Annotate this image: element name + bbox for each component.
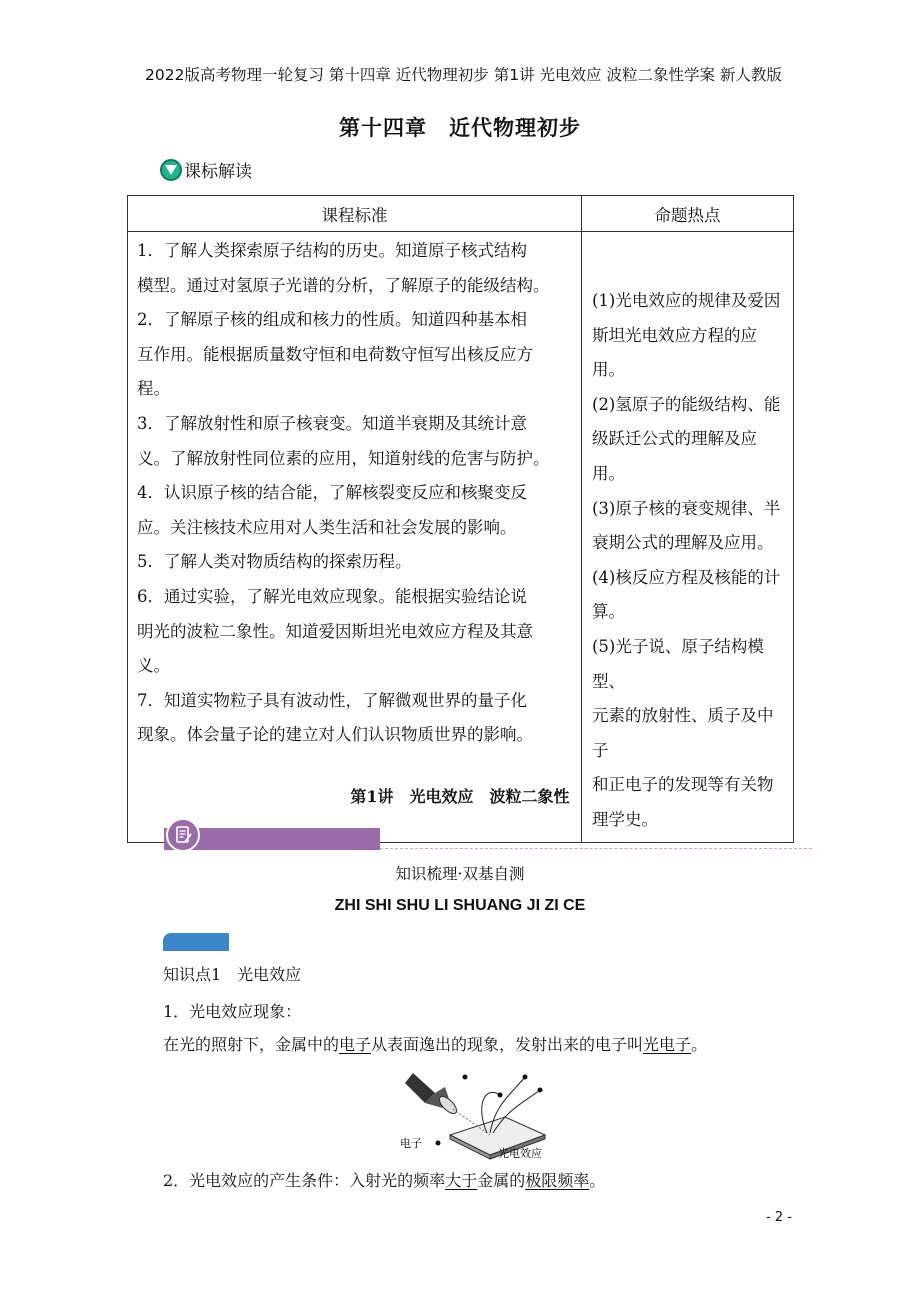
- standards-cell: [128, 232, 582, 843]
- hotspot-line: (1)光电效应的规律及爱因: [592, 291, 781, 310]
- running-header: 2022版高考物理一轮复习 第十四章 近代物理初步 第1讲 光电效应 波粒二象性学案 新人教版: [145, 66, 782, 84]
- hotspot-line: (4)核反应方程及核能的计: [592, 567, 781, 587]
- knowledge-tab: [163, 933, 229, 951]
- standard-line: 现象。体会量子论的建立对人们认识物质世界的影响。: [137, 725, 533, 745]
- photoelectric-figure: [395, 1065, 565, 1164]
- section-badge-label: 课标解读: [184, 162, 252, 182]
- hotspot-line: 算。: [592, 602, 625, 622]
- chapter-name: 近代物理初步: [449, 115, 581, 140]
- standard-line: 互作用。能根据质量数守恒和电荷数守恒写出核反应方: [137, 344, 533, 364]
- hotspot-line: 和正电子的发现等有关物: [592, 775, 774, 795]
- standard-line: 义。: [137, 656, 170, 676]
- standard-line: 模型。通过对氢原子光谱的分析，了解原子的能级结构。: [137, 275, 550, 295]
- blank-photoelectron: 光电子: [643, 1035, 692, 1054]
- hotspot-line: (2)氢原子的能级结构、能: [592, 394, 781, 414]
- hotspot-line: 斯坦光电效应方程的应用。: [592, 325, 757, 380]
- hotspot-line: 衰期公式的理解及应用。: [592, 533, 774, 553]
- dashed-divider: [380, 848, 812, 849]
- table-header-standards: 课程标准: [128, 196, 582, 232]
- notebook-pencil-icon: [166, 818, 200, 852]
- down-arrow-icon: [160, 159, 182, 181]
- standard-line: 明光的波粒二象性。知道爱因斯坦光电效应方程及其意: [137, 621, 533, 641]
- label-electron: 电子: [400, 1137, 422, 1150]
- standard-line: 1．了解人类探索原子结构的历史。知道原子核式结构: [137, 241, 527, 260]
- item1-paragraph: 在光的照射下，金属中的电子从表面逸出的现象，发射出来的电子叫光电子。: [163, 1035, 708, 1054]
- section-subtitle: 知识梳理·双基自测: [395, 865, 525, 883]
- standard-line: 6．通过实验，了解光电效应现象。能根据实验结论说: [137, 586, 527, 606]
- label-caption: 光电效应: [498, 1147, 542, 1160]
- item2-paragraph: 2．光电效应的产生条件：入射光的频率大于金属的极限频率。: [163, 1171, 606, 1190]
- hotspot-line: 级跃迁公式的理解及应用。: [592, 429, 757, 483]
- chapter-title: [0, 112, 920, 142]
- chapter-number: 第十四章: [339, 115, 427, 140]
- standard-line: 3．了解放射性和原子核衰变。知道半衰期及其统计意: [137, 413, 527, 433]
- blank-electron: 电子: [339, 1035, 372, 1054]
- hotspots-cell: [582, 232, 794, 843]
- table-header-hotspots: 命题热点: [582, 196, 794, 232]
- hotspot-line: 理学史。: [592, 809, 658, 829]
- hotspot-line: (3)原子核的衰变规律、半: [592, 498, 781, 518]
- hotspot-line: 元素的放射性、质子及中子: [592, 706, 774, 760]
- hotspot-line: (5)光子说、原子结构模型、: [592, 636, 764, 691]
- curriculum-table: [127, 195, 794, 843]
- standard-line: 应。关注核技术应用对人类生活和社会发展的影响。: [137, 517, 517, 537]
- item1-title: 1．光电效应现象：: [163, 1002, 302, 1021]
- standard-line: 7．知道实物粒子具有波动性，了解微观世界的量子化: [137, 690, 527, 710]
- standard-line: 4．认识原子核的结合能，了解核裂变反应和核聚变反: [137, 483, 527, 503]
- flashlight-icon: [405, 1073, 459, 1116]
- knowledge-point-label: 知识点1 光电效应: [163, 965, 302, 984]
- blank-greater-than: 大于: [445, 1171, 478, 1190]
- standard-line: 5．了解人类对物质结构的探索历程。: [137, 552, 412, 572]
- lecture-title: 第1讲 光电效应 波粒二象性: [350, 787, 570, 806]
- standard-line: 程。: [137, 379, 170, 399]
- section-badge: [160, 157, 252, 182]
- blank-threshold-frequency: 极限频率: [525, 1171, 590, 1190]
- section-pinyin: ZHI SHI SHU LI SHUANG JI ZI CE: [334, 897, 586, 914]
- page-number: - 2 -: [766, 1210, 792, 1225]
- standard-line: 2．了解原子核的组成和核力的性质。知道四种基本相: [137, 310, 527, 330]
- standard-line: 义。了解放射性同位素的应用，知道射线的危害与防护。: [137, 448, 550, 468]
